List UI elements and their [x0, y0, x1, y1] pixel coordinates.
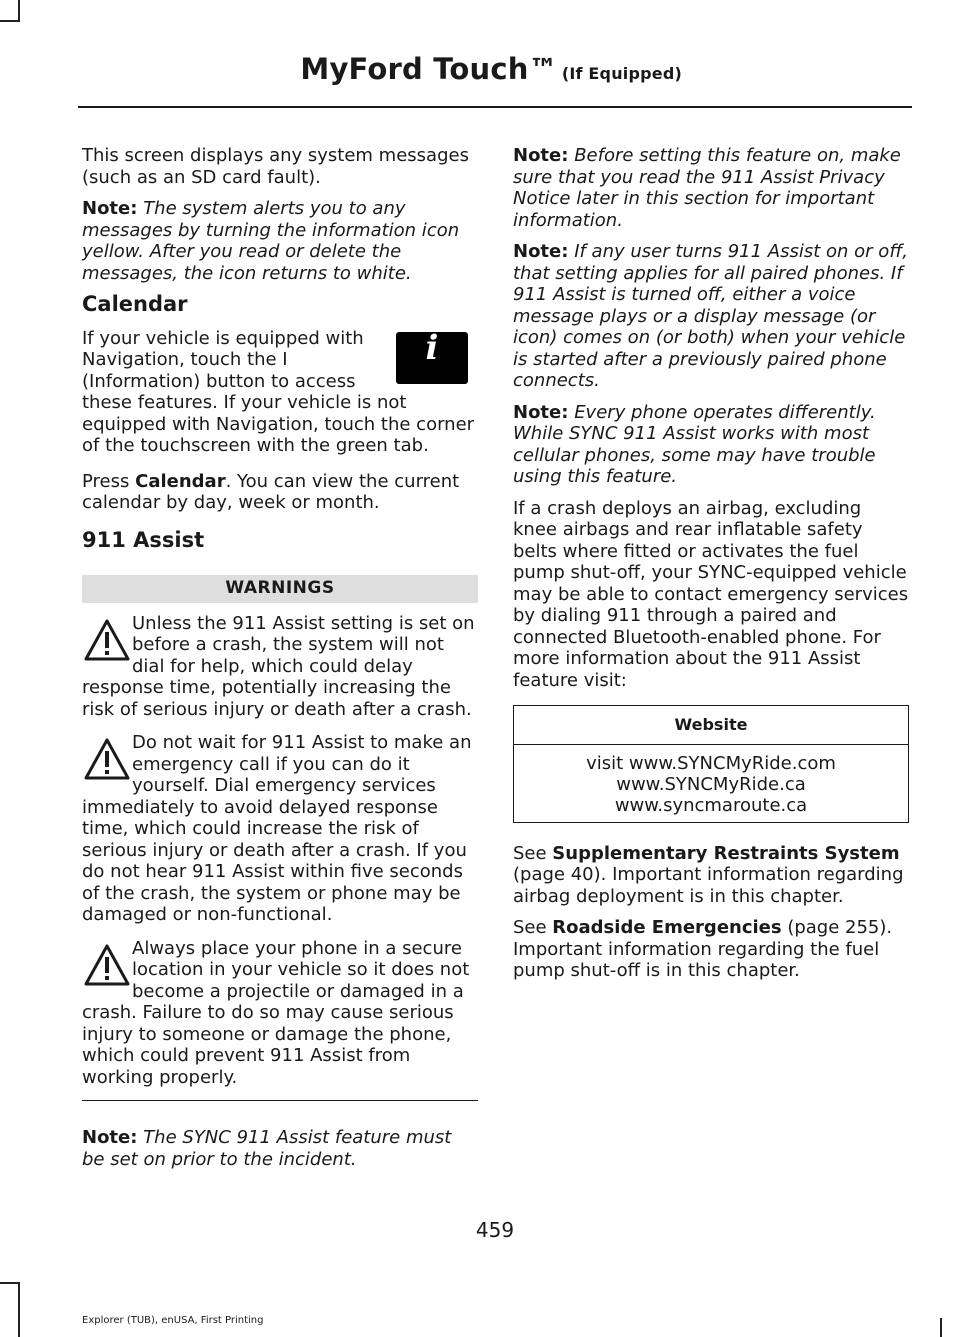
roadside-link[interactable]: Roadside Emergencies [552, 917, 782, 938]
crop-mark [0, 1282, 20, 1284]
press-calendar-paragraph [82, 471, 478, 514]
see-restraints-paragraph [513, 843, 909, 908]
warning-triangle-icon [82, 942, 132, 988]
note-paragraph [82, 1127, 478, 1170]
calendar-keyword: Calendar [135, 470, 226, 492]
warning-item [82, 613, 478, 721]
crop-mark [940, 1318, 942, 1337]
restraints-link[interactable]: Supplementary Restraints System [552, 842, 900, 864]
calendar-section [82, 328, 478, 457]
note-paragraph [513, 145, 909, 231]
website-link[interactable]: www.SYNCMyRide.ca [616, 773, 806, 795]
note-label: Note: [82, 198, 138, 219]
note-label: Note: [513, 145, 569, 166]
page-header-title [300, 52, 682, 86]
assist-heading: 911 Assist [82, 527, 205, 552]
press-post: . You can view the current calendar by day, week or month. [82, 470, 460, 513]
note-paragraph [513, 402, 909, 488]
warning-triangle-icon [82, 736, 132, 782]
note-text: The SYNC 911 Assist feature must be set on prior to the incident. [82, 1127, 452, 1170]
warnings-heading: WARNINGS [82, 575, 478, 603]
note-label: Note: [513, 241, 569, 262]
crop-mark [0, 20, 20, 22]
footer-text: Explorer (TUB), enUSA, First Printing [82, 1315, 264, 1326]
page-number: 459 [475, 1218, 515, 1242]
crash-paragraph: If a crash deploys an airbag, excluding knee airbags and rear inflatable safety belts where fitted or activates the fuel pump shut-off, your SYNC-equipped vehicle may be able to contact emergency services by dialing 911 through a paired and connected Bluetooth-enabled phone. For more information about the 911 Assist feature visit: [513, 497, 909, 691]
intro-paragraph: This screen displays any system messages (such as an SD card fault). [82, 145, 469, 188]
website-table-cell [514, 745, 908, 822]
header-title-text: MyFord Touch™ [300, 52, 558, 86]
note-paragraph [513, 241, 909, 392]
note-text: Every phone operates differently. While SYNC 911 Assist works with most cellular phones, some may have trouble using this feature. [513, 401, 876, 487]
right-column [513, 145, 909, 992]
see-pre: See [513, 917, 553, 938]
press-pre: Press [82, 470, 136, 492]
warning-item [82, 732, 478, 926]
information-icon: i [396, 332, 468, 384]
website-link[interactable]: www.syncmaroute.ca [614, 794, 808, 816]
note-text: Before setting this feature on, make sure that you read the 911 Assist Privacy Notice later in this section for important information. [513, 145, 901, 231]
note-label: Note: [82, 1127, 138, 1148]
warning-item [82, 938, 478, 1089]
left-column [82, 145, 478, 1180]
website-table-header: Website [514, 706, 908, 745]
calendar-heading: Calendar [82, 292, 188, 316]
see-post: (page 40). Important information regarding airbag deployment is in this chapter. [513, 864, 904, 907]
see-post: (page 255). Important information regarding the fuel pump shut-off is in this chapter. [513, 917, 893, 981]
crop-mark [18, 0, 20, 22]
note-text: If any user turns 911 Assist on or off, that setting applies for all paired phones. If 911 Assist is turned off, either a voice message plays or a display message (or icon) comes on (or both) when your vehicle is started after a previously paired phone connects. [513, 241, 909, 391]
warnings-rule [82, 1100, 478, 1101]
header-subtitle: (If Equipped) [561, 64, 682, 83]
note-paragraph [82, 198, 478, 284]
warning-text: Unless the 911 Assist setting is set on before a crash, the system will not dial for help, which could delay response time, potentially increasing the risk of serious injury or death after a crash. [82, 612, 475, 720]
calendar-paragraph: If your vehicle is equipped with Navigation, touch the I (Information) button to access these features. If your vehicle is not equipped with Navigation, touch the corner of the touchscreen with the green tab. [82, 327, 475, 456]
warning-text: Always place your phone in a secure location in your vehicle so it does not become a projectile or damaged in a crash. Failure to do so may cause serious injury to someone or damage the phone, which could prevent 911 Assist from working properly. [82, 937, 470, 1088]
see-roadside-paragraph [513, 917, 909, 982]
see-pre: See [513, 842, 553, 864]
note-text: The system alerts you to any messages by turning the information icon yellow. After you read or delete the messages, the icon returns to white. [82, 198, 460, 284]
website-table [513, 705, 909, 823]
warning-text: Do not wait for 911 Assist to make an emergency call if you can do it yourself. Dial emergency services immediately to avoid delayed response time, which could increase the risk of serious injury or death after a crash. If you do not hear 911 Assist within five seconds of the crash, the system or phone may be damaged or non-functional. [82, 732, 472, 925]
header-rule [78, 106, 912, 108]
website-link[interactable]: visit www.SYNCMyRide.com [586, 752, 836, 774]
note-label: Note: [513, 401, 569, 423]
warning-triangle-icon [82, 617, 132, 663]
crop-mark [18, 1282, 20, 1337]
